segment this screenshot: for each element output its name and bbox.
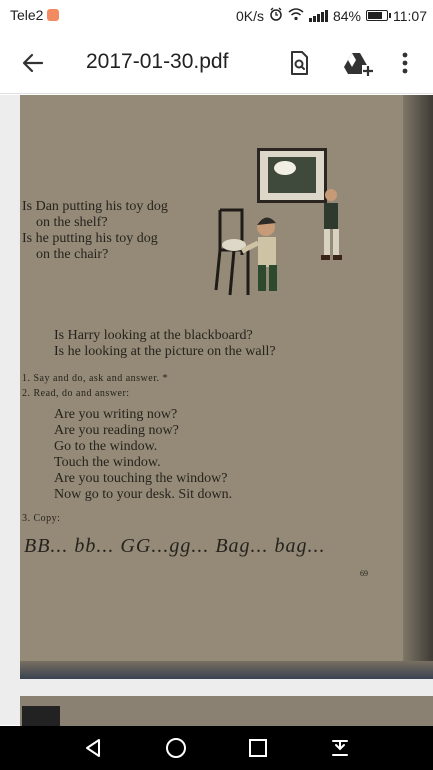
- nav-home-icon[interactable]: [164, 736, 188, 760]
- dialog-block: [54, 407, 232, 503]
- signal-icon: [309, 10, 328, 22]
- exercise-heading: 1. Say and do, ask and answer. *: [22, 373, 168, 384]
- text-line: on the shelf?: [36, 215, 108, 230]
- book-binding-shadow: [403, 95, 433, 679]
- nav-recents-icon[interactable]: [246, 736, 270, 760]
- page-bottom-edge: [20, 661, 433, 679]
- carrier-name: Tele2: [10, 7, 44, 23]
- search-in-document-icon[interactable]: [284, 48, 314, 78]
- text-line: Now go to your desk. Sit down.: [54, 487, 233, 502]
- text-line: Are you writing now?: [54, 407, 178, 422]
- text-line: Is he putting his toy dog: [22, 231, 158, 246]
- question-block-2: [54, 328, 276, 360]
- nav-back-icon[interactable]: [82, 736, 106, 760]
- text-line: Are you touching the window?: [54, 471, 228, 486]
- text-line: Is Dan putting his toy dog: [22, 199, 168, 214]
- question-block-1: [22, 199, 168, 263]
- children-illustration: [190, 185, 350, 305]
- system-navigation-bar: [0, 726, 433, 770]
- text-line: on the chair?: [36, 247, 109, 262]
- clock: 11:07: [393, 7, 427, 24]
- text-line: Is Harry looking at the blackboard?: [54, 328, 253, 343]
- exercise-heading: 3. Copy:: [22, 513, 61, 524]
- alarm-icon: [269, 7, 283, 24]
- page-dark-strip: [22, 706, 60, 726]
- carrier-badge-icon: [47, 9, 59, 21]
- exercise-heading: 2. Read, do and answer:: [22, 388, 130, 399]
- text-line: Is he looking at the picture on the wall?: [54, 344, 276, 359]
- cursive-copy-line: BB... bb... GG...gg... Bag... bag...: [24, 535, 326, 557]
- data-speed: 0K/s: [235, 7, 264, 24]
- text-line: Are you reading now?: [54, 423, 179, 438]
- battery-icon: [366, 10, 388, 21]
- battery-percent: 84%: [332, 7, 361, 24]
- add-to-drive-icon[interactable]: [340, 48, 374, 78]
- more-options-icon[interactable]: [393, 48, 417, 78]
- text-line: Touch the window.: [54, 455, 161, 470]
- text-line: Go to the window.: [54, 439, 158, 454]
- app-bar: [0, 30, 433, 94]
- page-number: 69: [360, 569, 368, 578]
- next-pdf-page[interactable]: [20, 696, 433, 726]
- document-title: 2017-01-30.pdf: [86, 50, 229, 73]
- back-arrow-icon[interactable]: [18, 48, 48, 78]
- status-bar: [0, 0, 433, 30]
- wifi-icon: [288, 8, 304, 24]
- pdf-page[interactable]: [20, 95, 433, 679]
- nav-notifications-icon[interactable]: [328, 736, 352, 760]
- pdf-viewer[interactable]: [0, 95, 433, 725]
